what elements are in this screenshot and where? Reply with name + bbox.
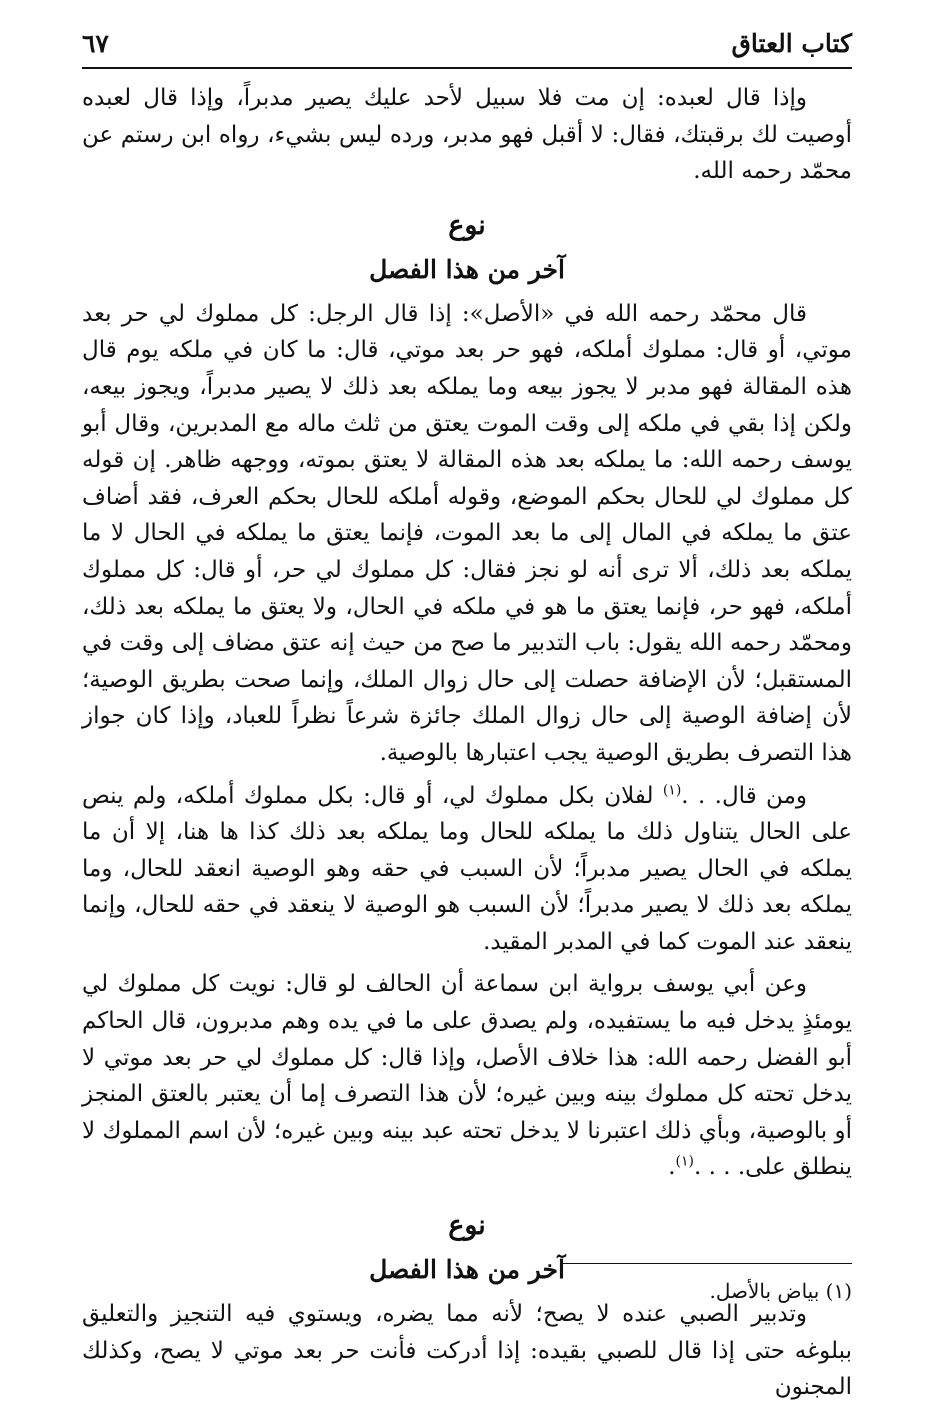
footnotes <box>82 1276 852 1306</box>
main-text <box>82 80 852 1406</box>
section-heading-2-subtitle: آخر من هذا الفصل <box>369 1255 565 1285</box>
page-number: ٦٧ <box>82 29 109 58</box>
running-header <box>82 22 852 66</box>
footnote-1: (١) بياض بالأصل. <box>709 1279 852 1303</box>
paragraph-3-start: ومن قال. . . <box>681 782 807 809</box>
paragraph-3-rest: لفلان بكل مملوك لي، أو قال: بكل مملوك أملكه، ولم ينص على الحال يتناول ذلك ما يملكه للحال وما يملكه بعد ذلك كذا ها هنا، إلا أن ما يملكه في الحال يصير مدبراً؛ لأن السبب في حقه وهو الوصية انعقد للحال، وما يملكه بعد ذلك لا يصير مدبراً؛ لأن السبب هو الوصية لا ينعقد في حقه للحال، وإنما ينعقد عند الموت كما في المدبر المقيد. <box>82 782 852 955</box>
footnote-divider <box>563 1263 852 1264</box>
paragraph-5: وتدبير الصبي عنده لا يصح؛ لأنه مما يضره، ويستوي فيه التنجيز والتعليق ببلوغه حتى إذا قال للصبي بقيده: إذا أدركت فأنت حر بعد موتي لا يصح، وكذلك المجنون <box>82 1301 852 1401</box>
paragraph-4 <box>82 966 852 1186</box>
paragraph-4-end: . <box>668 1154 676 1181</box>
footnote-reference: (١) <box>675 1153 694 1170</box>
header-divider <box>82 67 852 69</box>
book-title: كتاب العتاق <box>731 29 852 58</box>
paragraph-3 <box>82 778 852 961</box>
section-heading-1-type: نوع <box>448 209 486 241</box>
section-heading-2-type: نوع <box>448 1210 486 1242</box>
footnote-reference: (١) <box>662 781 682 798</box>
paragraph-4-main: وعن أبي يوسف برواية ابن سماعة أن الحالف لو قال: نويت كل مملوك لي يومئذٍ يدخل فيه ما يستفيده، ولم يصدق على ما في يده وهم مدبرون، قال الحاكم أبو الفضل رحمه الله: هذا خلاف الأصل، وإذا قال: كل مملوك لي حر بعد موتي لا يدخل تحته كل مملوك بينه وبين غيره؛ لأن هذا التصرف إما أن يعتبر بالعتق المنجز أو بالوصية، وبأي ذلك اعتبرنا لا يدخل تحته عبد بينه وبين غيره؛ لأن اسم المملوك لا ينطلق على. . . . <box>82 971 852 1181</box>
paragraph-1: وإذا قال لعبده: إن مت فلا سبيل لأحد عليك يصير مدبراً، وإذا قال لعبده أوصيت لك برقبتك، فقال: لا أقبل فهو مدبر، ورده ليس بشيء، رواه ابن رستم عن محمّد رحمه الله. <box>82 85 852 185</box>
paragraph-2: قال محمّد رحمه الله في «الأصل»: إذا قال الرجل: كل مملوك لي حر بعد موتي، أو قال: مملوك أملكه، فهو حر بعد موتي، قال: ما كان في ملكه يوم قال هذه المقالة فهو مدبر لا يجوز بيعه وما يملكه بعد ذلك لا يصير مدبراً، ويجوز بيعه، ولكن إذا بقي في ملكه إلى وقت الموت يعتق من ثلث ماله مع المدبرين، وقال أبو يوسف رحمه الله: ما يملكه بعد هذه المقالة لا يعتق بموته، ووجهه ظاهر. إن قوله كل مملوك لي للحال بحكم الموضع، وقوله أملكه للحال بحكم العرف، فقد أضاف عتق ما يملكه في المال إلى ما بعد الموت، فإنما يعتق ما يملكه في الحال لا ما يملكه بعد ذلك، ألا ترى أنه لو نجز فقال: كل مملوك لي حر، أو قال: كل مملوك أملكه، فهو حر، فإنما يعتق ما هو في ملكه في الحال، ولا يعتق ما يملكه بعد ذلك، ومحمّد رحمه الله يقول: باب التدبير ما صح من حيث إنه عتق مضاف إلى وقت في المستقبل؛ لأن الإضافة حصلت إلى حال زوال الملك، وإنما صحت بطريق الوصية؛ لأن إضافة الوصية إلى حال زوال الملك جائزة شرعاً نظراً للعباد، وإذا كان جواز هذا التصرف بطريق الوصية يجب اعتبارها بالوصية. <box>82 300 852 766</box>
section-heading-1-subtitle: آخر من هذا الفصل <box>369 254 565 284</box>
